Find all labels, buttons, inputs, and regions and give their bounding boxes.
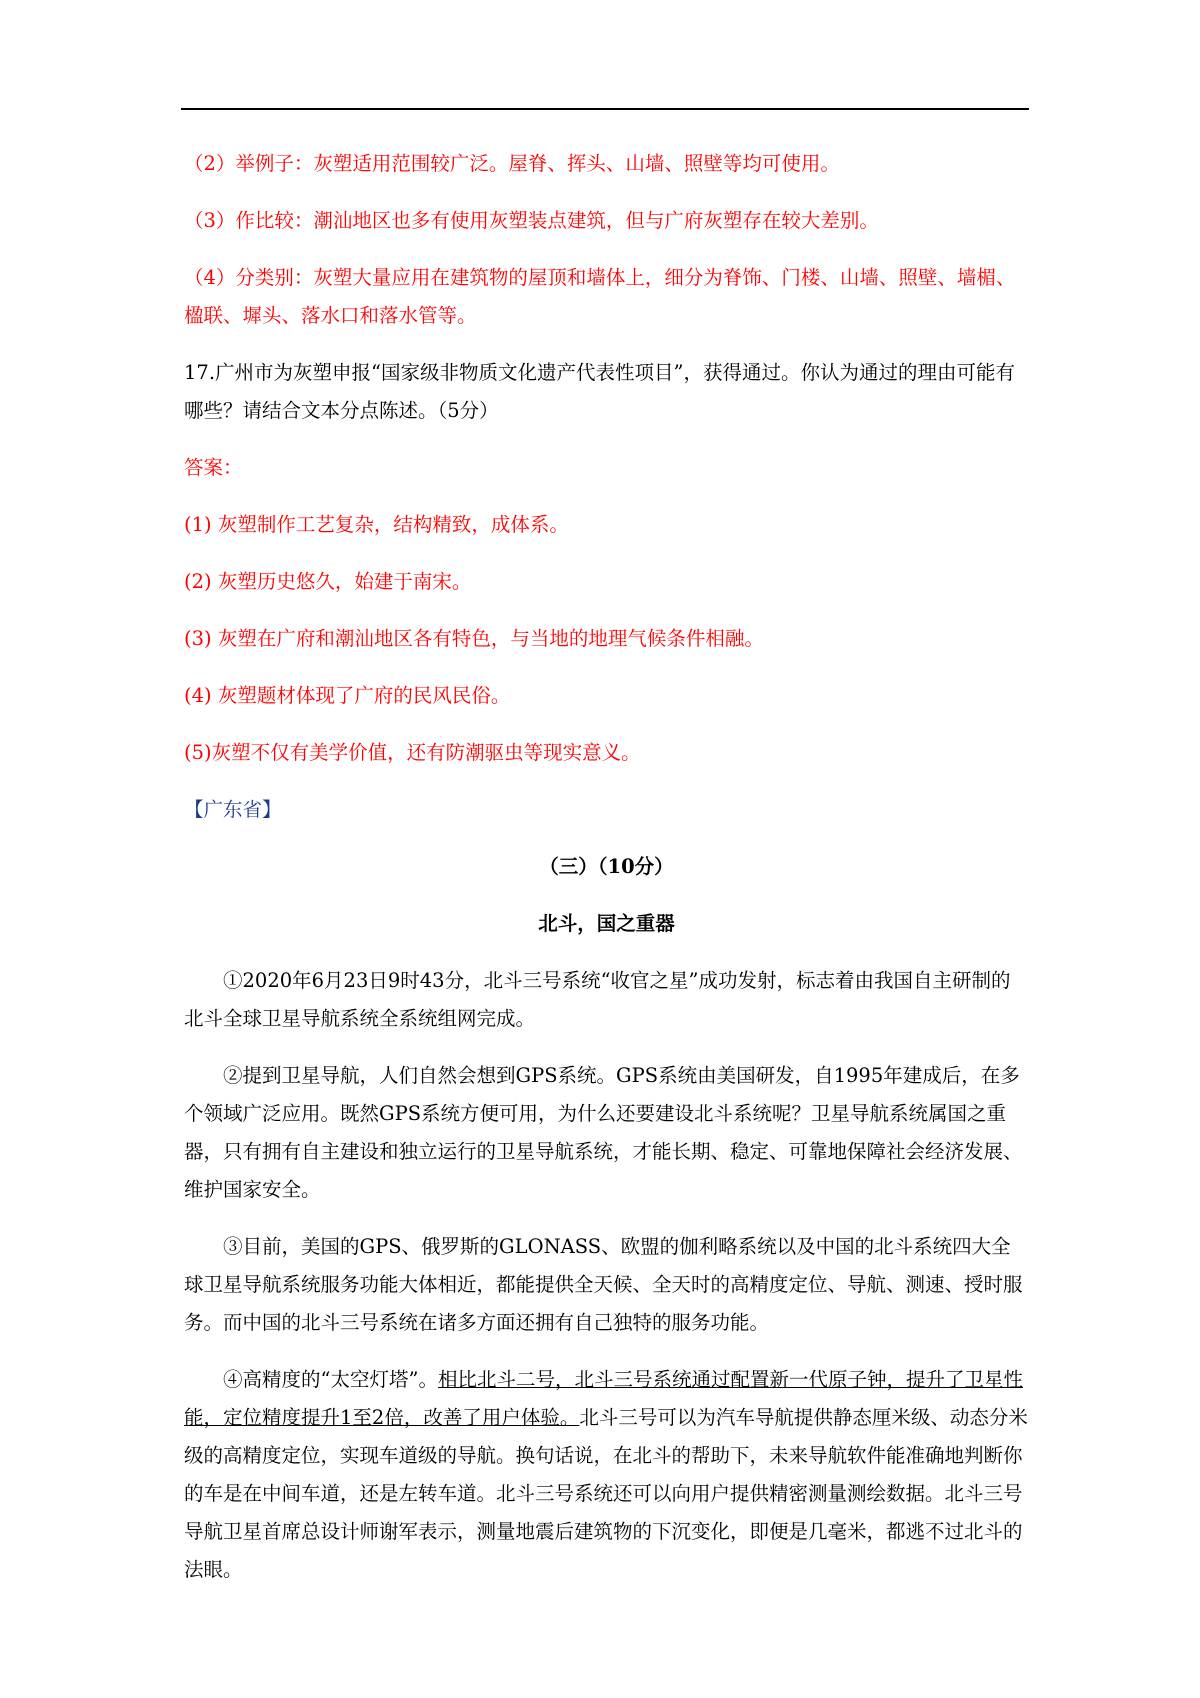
paragraph-4-lead: ④高精度的“太空灯塔”。 (223, 1368, 438, 1391)
answer-17-1: (1) 灰塑制作工艺复杂，结构精致，成体系。 (184, 513, 569, 536)
answer-prev-4: （4）分类别：灰塑大量应用在建筑物的屋顶和墙体上，细分为脊饰、门楼、山墙、照壁、墙楣、楹联、墀头、落水口和落水管等。 (184, 266, 1016, 327)
paragraph-2: ②提到卫星导航，人们自然会想到GPS系统。GPS系统由美国研发，自1995年建成后，在多个领域广泛应用。既然GPS系统方便可用，为什么还要建设北斗系统呢？卫星导航系统属国之重器，只有拥有自主建设和独立运行的卫星导航系统，才能长期、稳定、可靠地保障社会经济发展、维护国家安全。 (184, 1064, 1023, 1201)
answer-17-4: (4) 灰塑题材体现了广府的民风民俗。 (184, 684, 511, 707)
paragraph-4-underlined: 相比北斗二号，北斗三号系统通过配置新一代原子钟，提升了卫星性能，定位精度提升1至2倍，改善了用户体验。 (184, 1368, 1023, 1429)
answer-17-3: (3) 灰塑在广府和潮汕地区各有特色，与当地的地理气候条件相融。 (184, 627, 764, 650)
region-label: 【广东省】 (184, 798, 282, 821)
question-17: 17.广州市为灰塑申报“国家级非物质文化遗产代表性项目”，获得通过。你认为通过的理由可能有哪些？请结合文本分点陈述。（5分） (184, 361, 1015, 422)
document-body (184, 145, 1029, 1589)
section-heading: （三）（10分） (539, 855, 674, 878)
article-title: 北斗，国之重器 (538, 912, 675, 935)
answer-17-5: (5)灰塑不仅有美学价值，还有防潮驱虫等现实意义。 (184, 741, 641, 764)
answer-17-2: (2) 灰塑历史悠久，始建于南宋。 (184, 570, 472, 593)
answer-label: 答案： (184, 456, 243, 479)
answer-prev-3: （3）作比较：潮汕地区也多有使用灰塑装点建筑，但与广府灰塑存在较大差别。 (184, 209, 879, 232)
paragraph-3: ③目前，美国的GPS、俄罗斯的GLONASS、欧盟的伽利略系统以及中国的北斗系统四大全球卫星导航系统服务功能大体相近，都能提供全天候、全天时的高精度定位、导航、测速、授时服务。而中国的北斗三号系统在诸多方面还拥有自己独特的服务功能。 (184, 1235, 1023, 1334)
paragraph-4 (184, 1361, 1029, 1589)
header-rule (181, 108, 1029, 110)
paragraph-1: ①2020年6月23日9时43分，北斗三号系统“收官之星”成功发射，标志着由我国自主研制的北斗全球卫星导航系统全系统组网完成。 (184, 969, 1011, 1030)
answer-prev-2: （2）举例子：灰塑适用范围较广泛。屋脊、挥头、山墙、照壁等均可使用。 (184, 152, 840, 175)
paragraph-4-rest: 北斗三号可以为汽车导航提供静态厘米级、动态分米级的高精度定位，实现车道级的导航。换句话说，在北斗的帮助下，未来导航软件能准确地判断你的车是在中间车道，还是左转车道。北斗三号系统还可以向用户提供精密测量测绘数据。北斗三号导航卫星首席总设计师谢军表示，测量地震后建筑物的下沉变化，即便是几毫米，都逃不过北斗的法眼。 (184, 1406, 1028, 1581)
